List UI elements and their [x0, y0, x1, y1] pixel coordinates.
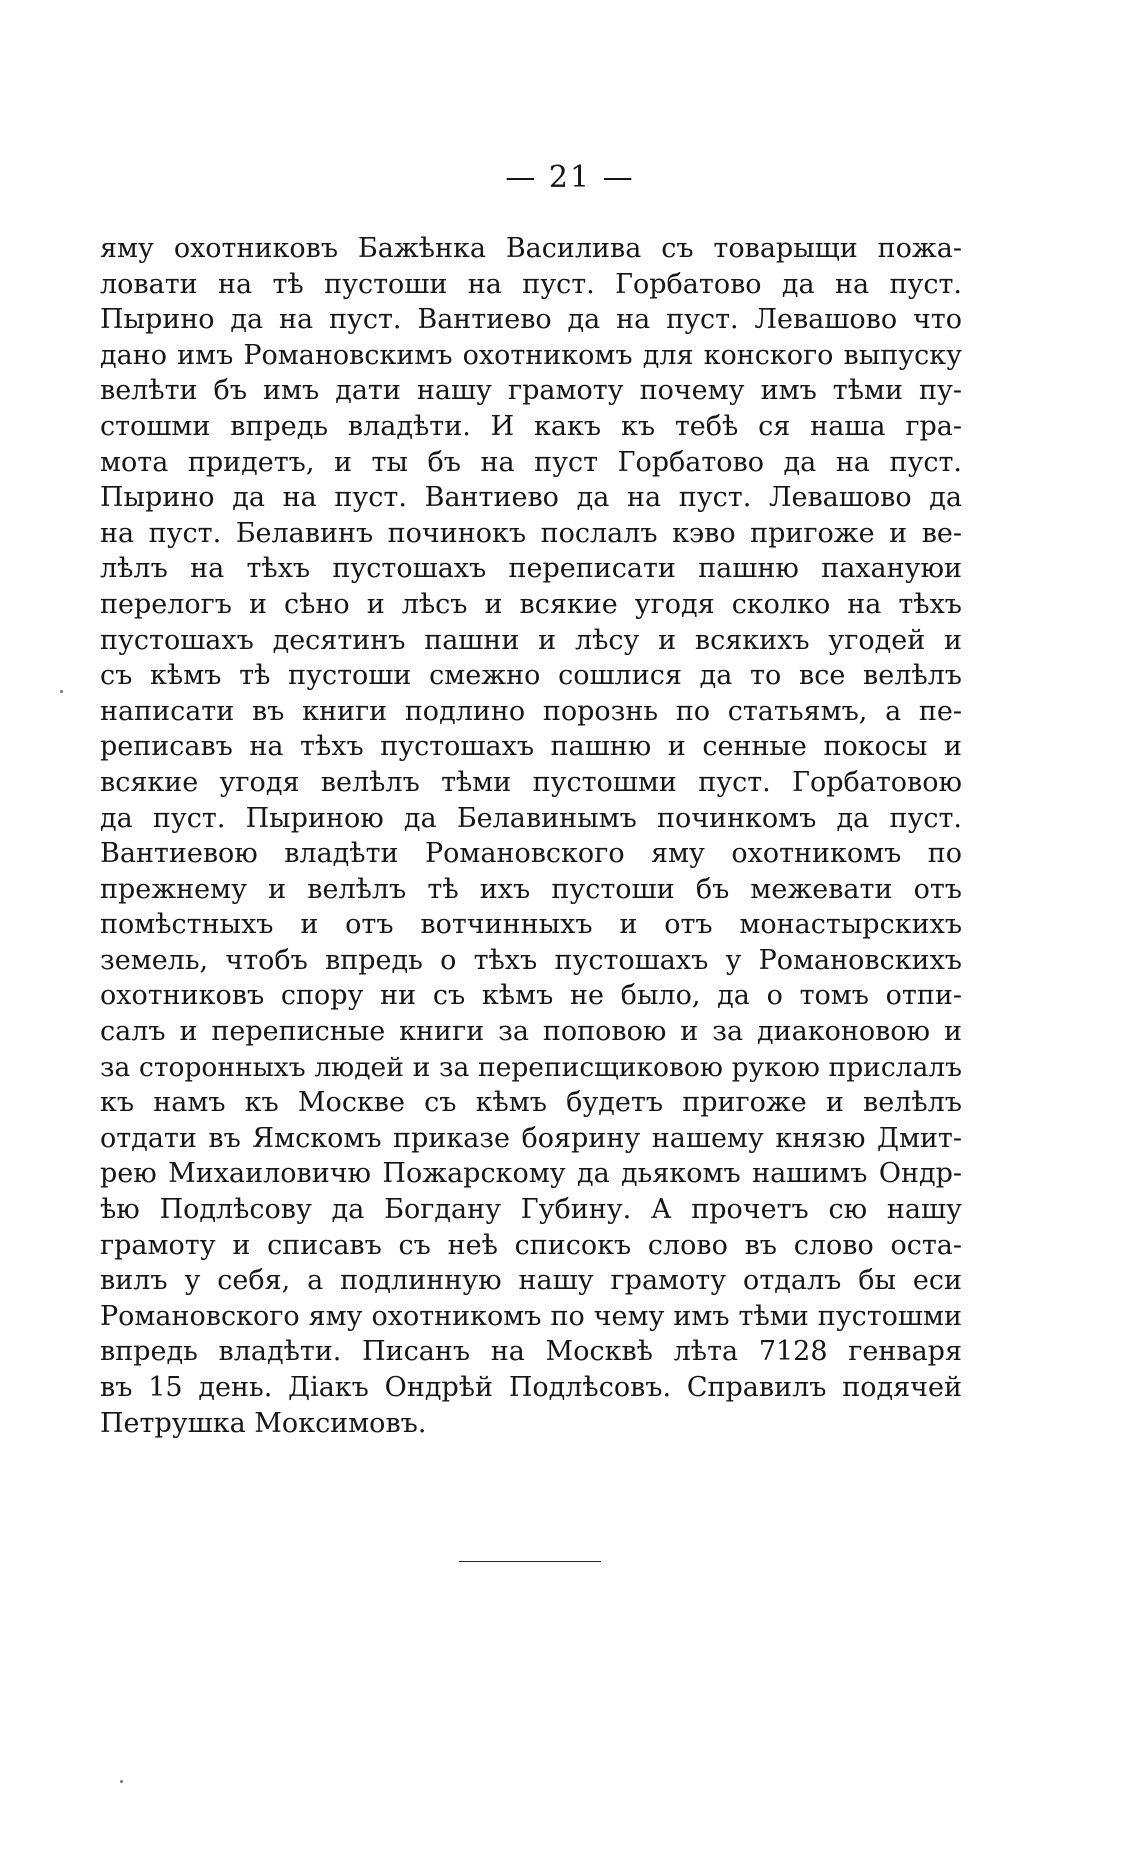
- text-line: дано имъ Романовскимъ охотникомъ для конского выпуску: [100, 339, 962, 371]
- text-line: перелогъ и сѣно и лѣсъ и всякие угодя сколко на тѣхъ: [100, 588, 962, 620]
- text-line: пустошахъ десятинъ пашни и лѣсу и всякихъ угодей и: [100, 624, 962, 656]
- text-line: лѣлъ на тѣхъ пустошахъ переписати пашню пахануюи: [100, 553, 962, 585]
- text-line: Вантиевою владѣти Романовского яму охотникомъ по: [100, 838, 962, 870]
- text-line: салъ и переписные книги за поповою и за диаконовою и: [100, 1016, 962, 1048]
- text-line: отдати въ Ямскомъ приказе боярину нашему князю Дмит-: [100, 1122, 962, 1154]
- text-line: написати въ книги подлино порознь по статьямъ, а пе-: [100, 695, 962, 727]
- text-line: охотниковъ спору ни съ кѣмъ не было, да о томъ отпи-: [100, 980, 962, 1012]
- text-line: съ кѣмъ тѣ пустоши смежно сошлися да то все велѣлъ: [100, 660, 962, 692]
- print-speck: [60, 690, 63, 693]
- text-line: яму охотниковъ Бажѣнка Василива съ товарыщи пожа-: [100, 233, 962, 264]
- text-line: рею Михаиловичю Пожарскому да дьякомъ нашимъ Ондр-: [100, 1158, 962, 1190]
- text-line: Пырино да на пуст. Вантиево да на пуст. Левашово что: [100, 304, 962, 336]
- text-line: всякие угодя велѣлъ тѣми пустошми пуст. Горбатовою: [100, 766, 962, 798]
- text-line: реписавъ на тѣхъ пустошахъ пашню и сенные покосы и: [100, 731, 962, 763]
- print-speck: [120, 1780, 123, 1783]
- text-line: прежнему и велѣлъ тѣ ихъ пустоши бъ межевати отъ: [100, 873, 962, 905]
- body-text: [100, 231, 962, 1441]
- text-line: стошми впредь владѣти. И какъ къ тебѣ ся наша гра-: [100, 410, 962, 442]
- text-line: помѣстныхъ и отъ вотчинныхъ и отъ монастырскихъ: [100, 909, 962, 941]
- text-line: на пуст. Белавинъ починокъ послалъ кэво пригоже и ве-: [100, 517, 962, 549]
- text-line: земель, чтобъ впредь о тѣхъ пустошахъ у Романовскихъ: [100, 944, 962, 976]
- text-line: вилъ у себя, а подлинную нашу грамоту отдалъ бы еси: [100, 1265, 962, 1297]
- text-line: да пуст. Пыриною да Белавинымъ починкомъ да пуст.: [100, 802, 962, 834]
- text-line: грамоту и списавъ съ неѣ списокъ слово въ слово оста-: [100, 1229, 962, 1261]
- text-line: мота придетъ, и ты бъ на пуст Горбатово да на пуст.: [100, 446, 962, 478]
- text-line: велѣти бъ имъ дати нашу грамоту почему имъ тѣми пу-: [100, 375, 962, 407]
- text-line: Пырино да на пуст. Вантиево да на пуст. Левашово да: [100, 482, 962, 514]
- text-line: Романовского яму охотникомъ по чему имъ тѣми пустошми: [100, 1300, 962, 1332]
- text-line: Петрушка Моксимовъ.: [100, 1407, 427, 1439]
- text-line: впредь владѣти. Писанъ на Москвѣ лѣта 7128 генваря: [100, 1336, 962, 1368]
- text-line: за сторонныхъ людей и за переписщиковою рукою прислалъ: [100, 1051, 962, 1083]
- text-line: ѣю Подлѣсову да Богдану Губину. А прочетъ сю нашу: [100, 1194, 962, 1226]
- text-line: къ намъ къ Москве съ кѣмъ будетъ пригоже и велѣлъ: [100, 1087, 962, 1119]
- page-number: — 21 —: [505, 160, 635, 195]
- end-rule: [459, 1561, 601, 1562]
- text-line: въ 15 день. Діакъ Ондрѣй Подлѣсовъ. Справилъ подячей: [100, 1372, 962, 1403]
- text-line: ловати на тѣ пустоши на пуст. Горбатово да на пуст.: [100, 268, 962, 300]
